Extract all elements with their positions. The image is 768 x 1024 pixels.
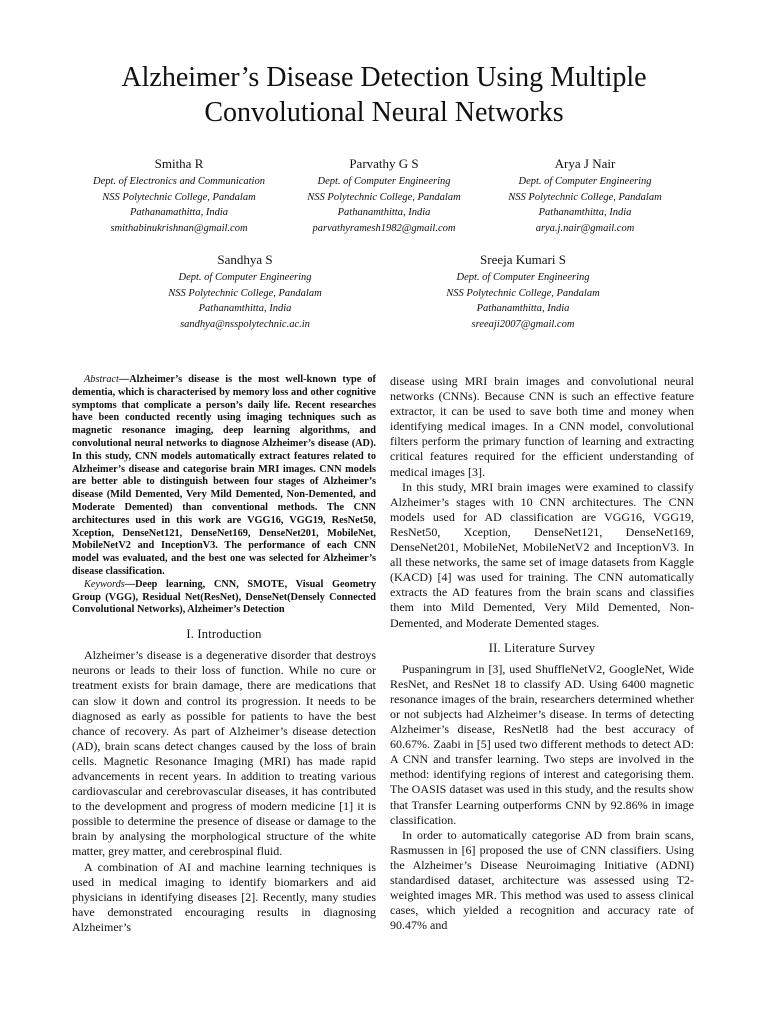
author-block — [393, 252, 653, 332]
author-institution: NSS Polytechnic College, Pandalam — [102, 191, 256, 203]
keywords-label: Keywords — [84, 578, 125, 590]
author-block — [455, 156, 715, 236]
abstract-label: Abstract — [84, 374, 119, 385]
keywords-text: —Deep learning, CNN, SMOTE, Visual Geometry Group (VGG), Residual Net(ResNet), DenseNet(Densely Connected Convolutional Networks), Alzheimer’s Detection — [72, 578, 376, 616]
author-block — [115, 252, 375, 332]
paragraph: In order to automatically categorise AD from brain scans, Rasmussen in [6] proposed the use of CNN classifiers. Using the Alzheimer’s Disease Neuroimaging Initiative (ADNI) standardised dataset, architecture was assessed using T2-weighted images MR. This method was used to assess clinical cases, which yielded a recognition and accuracy rate of 90.47% and — [390, 827, 694, 933]
author-name: Arya J Nair — [554, 156, 616, 171]
author-city: Pathanamthitta, India — [538, 207, 632, 218]
section-heading: II. Literature Survey — [488, 640, 596, 655]
paper-title: Alzheimer’s Disease Detection Using Multiple Convolutional Neural Networks — [121, 62, 647, 128]
abstract — [72, 374, 376, 617]
paragraph: disease using MRI brain images and convolutional neural networks (CNNs). Because CNN is such an effective feature extractor, it can be used to save both time and money when identifying medical images. In a CNN model, convolutional filters perform the primary function of learning and extracting critical features required for the efficient understanding of medical images [3]. — [390, 374, 694, 479]
author-institution: NSS Polytechnic College, Pandalam — [168, 287, 322, 299]
paragraph: In this study, MRI brain images were examined to classify Alzheimer’s stages with 10 CNN architectures. The CNN models used for AD classification are VGG16, VGG19, ResNet50, Xception, DenseNet121, DenseNet169, DenseNet201, MobileNet, MobileNetV2 and InceptionV3. In all these networks, the same set of image datasets from Kaggle (KACD) [4] was used for training. The CNN automatically extracts the AD features from the brain scans and classifies them into Mild Demented, Very Mild Demented, Non-Demented, and Moderate Demented stages. — [390, 479, 694, 630]
author-email: smithabinukrishnan@gmail.com — [110, 222, 248, 234]
author-institution: NSS Polytechnic College, Pandalam — [307, 191, 461, 203]
author-dept: Dept. of Computer Engineering — [456, 272, 590, 283]
author-email: arya.j.nair@gmail.com — [535, 222, 635, 234]
right-column — [390, 374, 694, 933]
section-heading: I. Introduction — [186, 627, 262, 642]
author-email: parvathyramesh1982@gmail.com — [312, 222, 456, 234]
author-dept: Dept. of Computer Engineering — [317, 176, 451, 187]
author-city: Pathanamthitta, India — [337, 207, 431, 218]
author-institution: NSS Polytechnic College, Pandalam — [508, 191, 662, 203]
abstract-text: —Alzheimer’s disease is the most well-known type of dementia, which is characterised by memory loss and other cognitive symptoms that complicate a person’s daily life. Recent researches have been conducted recently using imaging techniques such as magnetic resonance imaging, deep learning algorithms, and convolutional neural networks to diagnose Alzheimer’s disease (AD). In this study, CNN models automatically extract features related to Alzheimer’s disease and categorise brain MRI images. CNN models are better able to distinguish between four stages of Alzheimer’s disease (Mild Demented, Very Mild Demented, Non-Demented, and Moderate Demented) than conventional methods. The CNN architectures used in this work are VGG16, VGG19, ResNet50, Xception, DenseNet121, DenseNet169, DenseNet201, MobileNet, MobileNetV2 and InceptionV3. The performance of each CNN model was evaluated, and the best one was selected for Alzheimer’s disease classification. — [72, 374, 376, 577]
left-column — [72, 374, 376, 935]
author-name: Sandhya S — [217, 252, 273, 267]
author-dept: Dept. of Computer Engineering — [518, 176, 652, 187]
author-name: Smitha R — [154, 156, 204, 171]
paragraph: Puspaningrum in [3], used ShuffleNetV2, GoogleNet, Wide ResNet, and ResNet 18 to classify AD. Using 6400 magnetic resonance images of the brain, researchers determined whether or not subjects had Alzheimer’s disease. In terms of detecting Alzheimer’s disease, ResNetl8 had the best accuracy of 60.67%. Zaabi in [5] used two different methods to detect AD: A CNN and transfer learning. Two steps are involved in the method: identifying regions of interest and categorising them. The OASIS dataset was used in this study, and the results show that Transfer Learning outperforms CNN by 92.86% in image classification. — [390, 661, 694, 827]
author-name: Sreeja Kumari S — [480, 252, 566, 267]
author-dept: Dept. of Electronics and Communication — [93, 176, 265, 187]
author-city: Pathanamathitta, India — [130, 207, 228, 218]
author-email: sandhya@nsspolytechnic.ac.in — [180, 318, 310, 330]
author-city: Pathanamthitta, India — [198, 303, 292, 314]
paragraph: Alzheimer’s disease is a degenerative disorder that destroys neurons or leads to their loss of function. While no cure or treatment exists for brain damage, there are medications that can slow it down and control its progression. It needs to be diagnosed as early as possible for patients to have the best chance of recovery. As part of Alzheimer’s disease detection (AD), brain scans detect changes caused by the loss of brain cells. Magnetic Resonance Imaging (MRI) has made rapid advancements in recent years. In addition to treating various cardiovascular and cerebrovascular diseases, it has contributed to the development and progress of modern medicine [1] it is possible to determine the presence of disease or damage to the brain by analysing the morphological structure of the white matter, grey matter, and cerebrospinal fluid. — [72, 648, 376, 859]
paragraph: A combination of AI and machine learning techniques is used in medical imaging to identify biomarkers and aid physicians in identifying diseases [2]. Recently, many studies have demonstrated encouraging results in diagnosing Alzheimer’s — [72, 859, 376, 934]
author-institution: NSS Polytechnic College, Pandalam — [446, 287, 600, 299]
author-name: Parvathy G S — [349, 156, 419, 171]
author-email: sreeaji2007@gmail.com — [471, 318, 575, 330]
author-dept: Dept. of Computer Engineering — [178, 272, 312, 283]
author-city: Pathanamthitta, India — [476, 303, 570, 314]
